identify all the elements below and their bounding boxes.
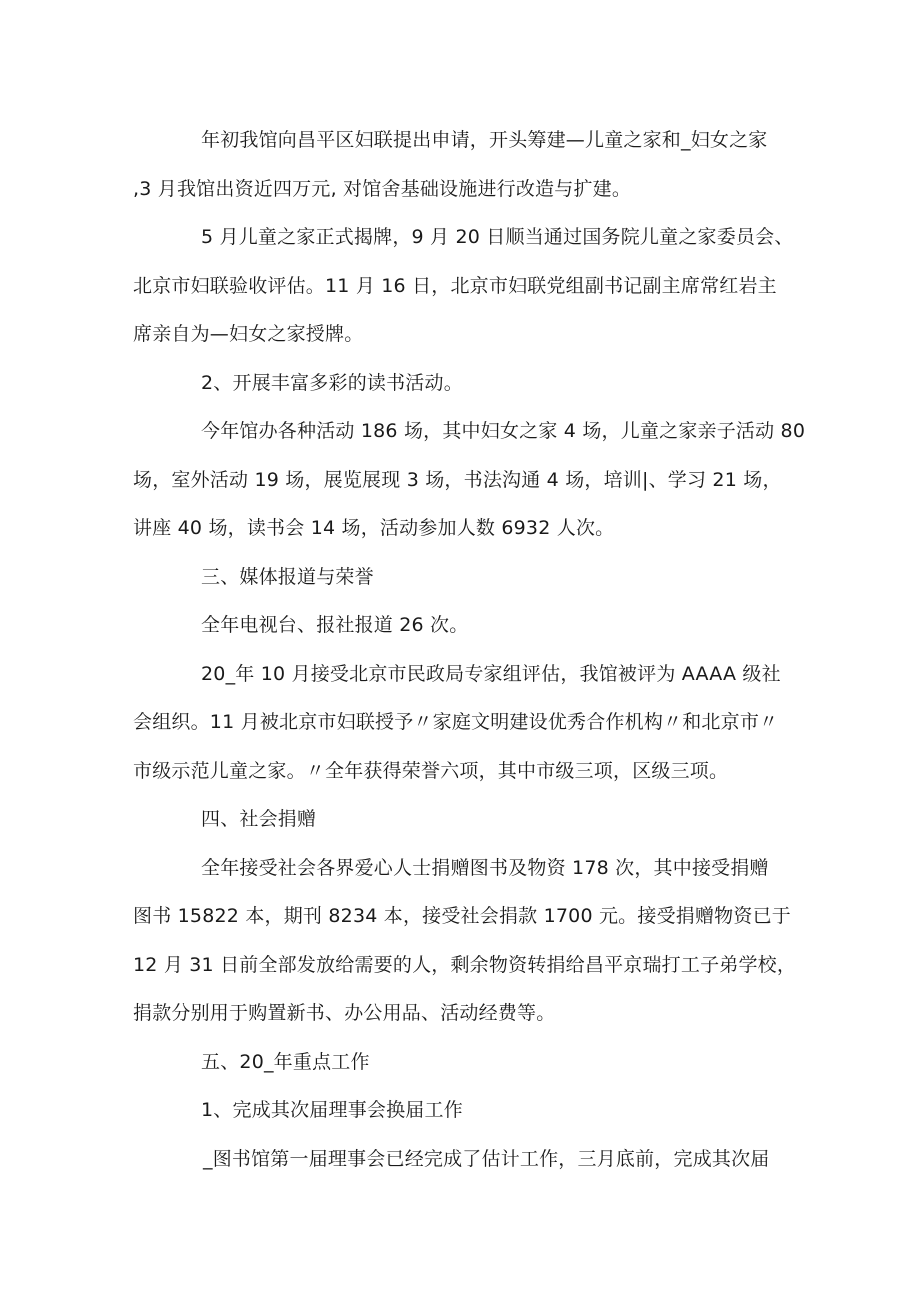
text-line: 三、媒体报道与荣誉: [201, 565, 374, 588]
document-body: [133, 116, 806, 1183]
paragraph-7: [133, 844, 797, 1038]
text-line: 席亲自为—妇女之家授牌。: [133, 323, 364, 345]
text-line: 五、20_年重点工作: [201, 1050, 370, 1073]
paragraph-6: [133, 650, 793, 796]
text-line: 今年馆办各种活动 186 场，其中妇女之家 4 场，儿童之家亲子活动 80: [201, 420, 806, 442]
text-line: _图书馆第一届理事会已经完成了估计工作，三月底前，完成其次届: [203, 1147, 770, 1170]
paragraph-8: [133, 1135, 793, 1184]
text-line: 市级示范儿童之家。〃全年获得荣誉六项，其中市级三项，区级三项。: [133, 759, 729, 782]
paragraph-1: [133, 116, 793, 213]
text-line: 全年接受社会各界爱心人士捐赠图书及物资 178 次，其中接受捐赠: [201, 856, 769, 879]
text-line: 场，室外活动 19 场，展览展现 3 场，书法沟通 4 场，培训|、学习 21 场，: [133, 468, 782, 491]
paragraph-3: [133, 359, 793, 408]
paragraph-2: [133, 213, 793, 359]
text-line: 图书 15822 本，期刊 8234 本，接受社会捐款 1700 元。接受捐赠物资已于: [133, 905, 791, 927]
text-line: 5 月儿童之家正式揭牌，9 月 20 日顺当通过国务院儿童之家委员会、: [201, 226, 794, 248]
subsection-heading-1: [133, 1086, 793, 1135]
text-line: ,3 月我馆出资近四万元, 对馆舍基础设施进行改造与扩建。: [133, 177, 632, 200]
text-line: 会组织。11 月被北京市妇联授予〃家庭文明建设优秀合作机构〃和北京市〃: [133, 711, 779, 733]
text-line: 1、完成其次届理事会换届工作: [201, 1099, 463, 1121]
text-line: 年初我馆向昌平区妇联提出申请，开头筹建—儿童之家和_妇女之家: [201, 129, 768, 151]
section-heading-4: [133, 795, 793, 844]
text-line: 12 月 31 日前全部发放给需要的人，剩余物资转捐给昌平京瑞打工子弟学校，: [133, 953, 797, 976]
text-line: 北京市妇联验收评估。11 月 16 日，北京市妇联党组副书记副主席常红岩主: [133, 274, 777, 297]
text-line: 全年电视台、报社报道 26 次。: [201, 614, 469, 636]
text-line: 讲座 40 场，读书会 14 场，活动参加人数 6932 人次。: [133, 517, 615, 539]
paragraph-5: [133, 601, 793, 650]
section-heading-3: [133, 553, 793, 602]
text-line: 四、社会捐赠: [201, 808, 317, 830]
text-line: 捐款分别用于购置新书、办公用品、活动经费等。: [133, 1002, 556, 1024]
paragraph-4: [133, 407, 806, 553]
text-line: 20_年 10 月接受北京市民政局专家组评估，我馆被评为 AAAA 级社: [201, 662, 781, 685]
text-line: 2、开展丰富多彩的读书活动。: [201, 371, 463, 394]
section-heading-5: [133, 1038, 793, 1087]
